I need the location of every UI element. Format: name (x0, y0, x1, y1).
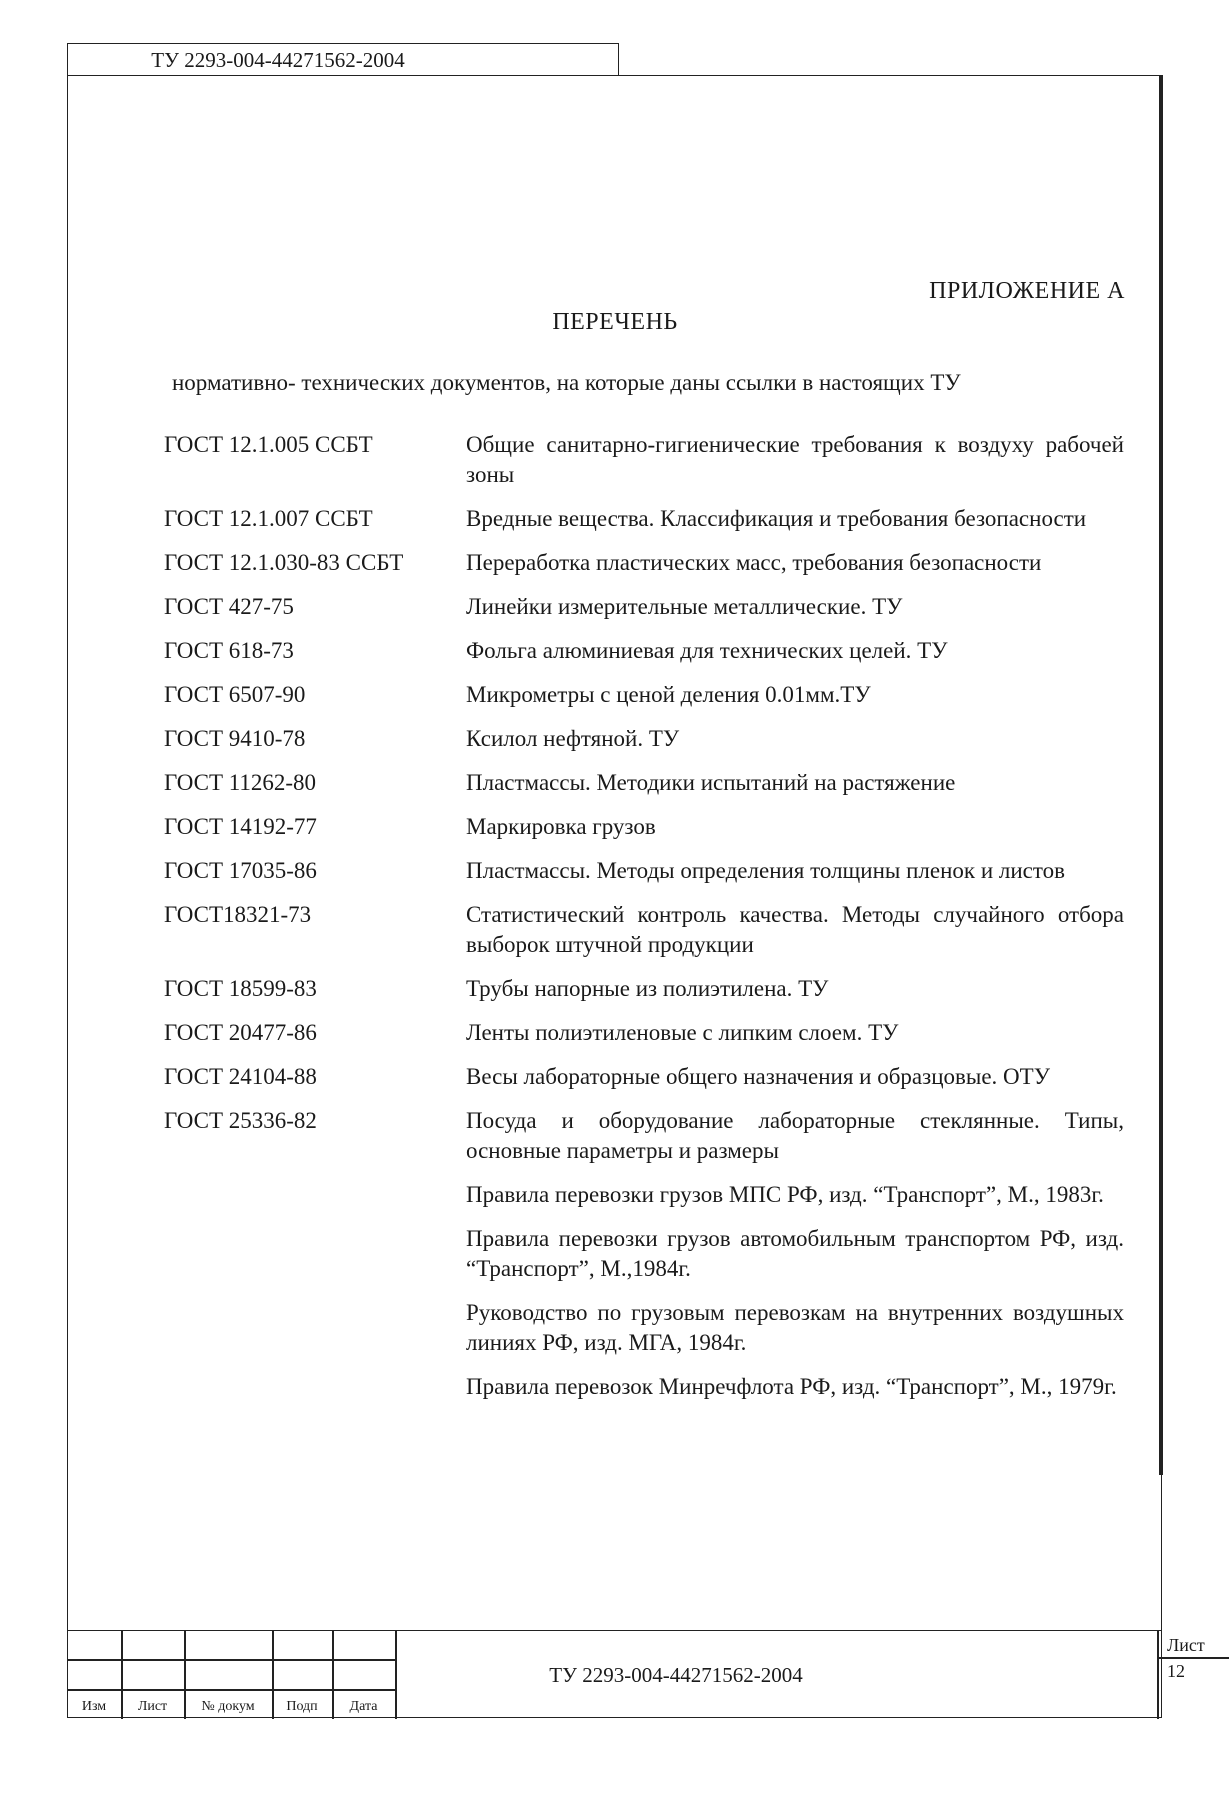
stamp-doc-code: ТУ 2293-004-44271562-2004 (549, 1663, 803, 1687)
entry-code (164, 1180, 466, 1210)
reference-entry (164, 430, 1124, 490)
reference-entry (164, 1372, 1124, 1402)
entry-text: Статистический контроль качества. Методы случайного отбора выборок штучной продукции (466, 902, 1124, 957)
entry-code (164, 1298, 466, 1358)
entry-text: Пластмассы. Методы определения толщины пленок и листов (466, 858, 1065, 883)
frame-edge (1159, 75, 1163, 1475)
reference-entry (164, 1224, 1124, 1284)
sheet-label: Лист (1167, 1635, 1205, 1655)
entry-code (164, 1372, 466, 1402)
reference-entry (164, 768, 1124, 798)
entry-code: ГОСТ 14192-77 (164, 814, 317, 839)
entry-code (164, 1224, 466, 1284)
entry-text: Вредные вещества. Классификация и требования безопасности (466, 506, 1087, 531)
reference-entry (164, 974, 1124, 1004)
reference-entry (164, 1180, 1124, 1210)
entry-code: ГОСТ 9410-78 (164, 726, 306, 751)
reference-entry (164, 636, 1124, 666)
entry-text: Общие санитарно-гигиенические требования к воздуху рабочей зоны (466, 432, 1124, 487)
entry-code: ГОСТ 427-75 (164, 594, 294, 619)
entry-code: ГОСТ 20477-86 (164, 1020, 317, 1045)
entry-text: Маркировка грузов (466, 814, 656, 839)
col-podp: Подп (286, 1699, 318, 1714)
col-date: Дата (349, 1699, 378, 1714)
reference-entry (164, 592, 1124, 622)
entry-text: Посуда и оборудование лабораторные стеклянные. Типы, основные параметры и размеры (466, 1108, 1124, 1163)
col-izm: Изм (81, 1699, 107, 1714)
reference-entry (164, 724, 1124, 754)
title-block (67, 1630, 1205, 1719)
entry-text: Линейки измерительные металлические. ТУ (466, 594, 903, 619)
entry-code: ГОСТ 18599-83 (164, 976, 317, 1001)
entry-code: ГОСТ 11262-80 (164, 770, 317, 795)
reference-entry (164, 900, 1124, 960)
reference-entry (164, 680, 1124, 710)
reference-entry (164, 1298, 1124, 1358)
col-doc: № докум (201, 1699, 255, 1714)
entry-text: Ксилол нефтяной. ТУ (466, 726, 680, 751)
reference-entry (164, 812, 1124, 842)
entry-text: Трубы напорные из полиэтилена. ТУ (466, 976, 829, 1001)
reference-entry (164, 1062, 1124, 1092)
entry-text: Микрометры с ценой деления 0.01мм.ТУ (466, 682, 871, 707)
entry-text: Руководство по грузовым перевозкам на внутренних воздушных линиях РФ, изд. МГА, 1984г. (466, 1300, 1124, 1355)
top-doc-code: ТУ 2293-004-44271562-2004 (67, 43, 619, 76)
entry-code: ГОСТ 6507-90 (164, 682, 306, 707)
appendix-label: ПРИЛОЖЕНИЕ А (929, 278, 1125, 304)
reference-entry (164, 548, 1124, 578)
entry-text: Переработка пластических масс, требования безопасности (466, 550, 1042, 575)
reference-entry (164, 1106, 1124, 1166)
entry-code: ГОСТ18321-73 (164, 902, 312, 927)
entry-text: Пластмассы. Методики испытаний на растяжение (466, 770, 956, 795)
entry-code: ГОСТ 618-73 (164, 638, 294, 663)
entry-text: Правила перевозок Минречфлота РФ, изд. “Транспорт”, М., 1979г. (466, 1374, 1117, 1399)
reference-entry (164, 856, 1124, 886)
entry-code: ГОСТ 17035-86 (164, 858, 317, 883)
entry-text: Фольга алюминиевая для технических целей. ТУ (466, 638, 948, 663)
entry-code: ГОСТ 24104-88 (164, 1064, 317, 1089)
reference-entry (164, 1018, 1124, 1048)
entry-code: ГОСТ 12.1.005 ССБТ (164, 432, 373, 457)
entry-text: Ленты полиэтиленовые с липким слоем. ТУ (466, 1020, 899, 1045)
reference-list (164, 430, 1124, 1416)
entry-text: Правила перевозки грузов МПС РФ, изд. “Транспорт”, М., 1983г. (466, 1182, 1104, 1207)
entry-text: Весы лабораторные общего назначения и образцовые. ОТУ (466, 1064, 1050, 1089)
sheet-number: 12 (1167, 1661, 1185, 1681)
page-subtitle: нормативно- технических документов, на которые даны ссылки в настоящих ТУ (172, 370, 961, 395)
entry-code: ГОСТ 12.1.030-83 ССБТ (164, 550, 404, 575)
entry-code: ГОСТ 25336-82 (164, 1108, 317, 1133)
reference-entry (164, 504, 1124, 534)
page-title: ПЕРЕЧЕНЬ (552, 309, 678, 335)
entry-code: ГОСТ 12.1.007 ССБТ (164, 506, 373, 531)
col-list: Лист (137, 1699, 168, 1714)
entry-text: Правила перевозки грузов автомобильным транспортом РФ, изд. “Транспорт”, М.,1984г. (466, 1226, 1124, 1281)
